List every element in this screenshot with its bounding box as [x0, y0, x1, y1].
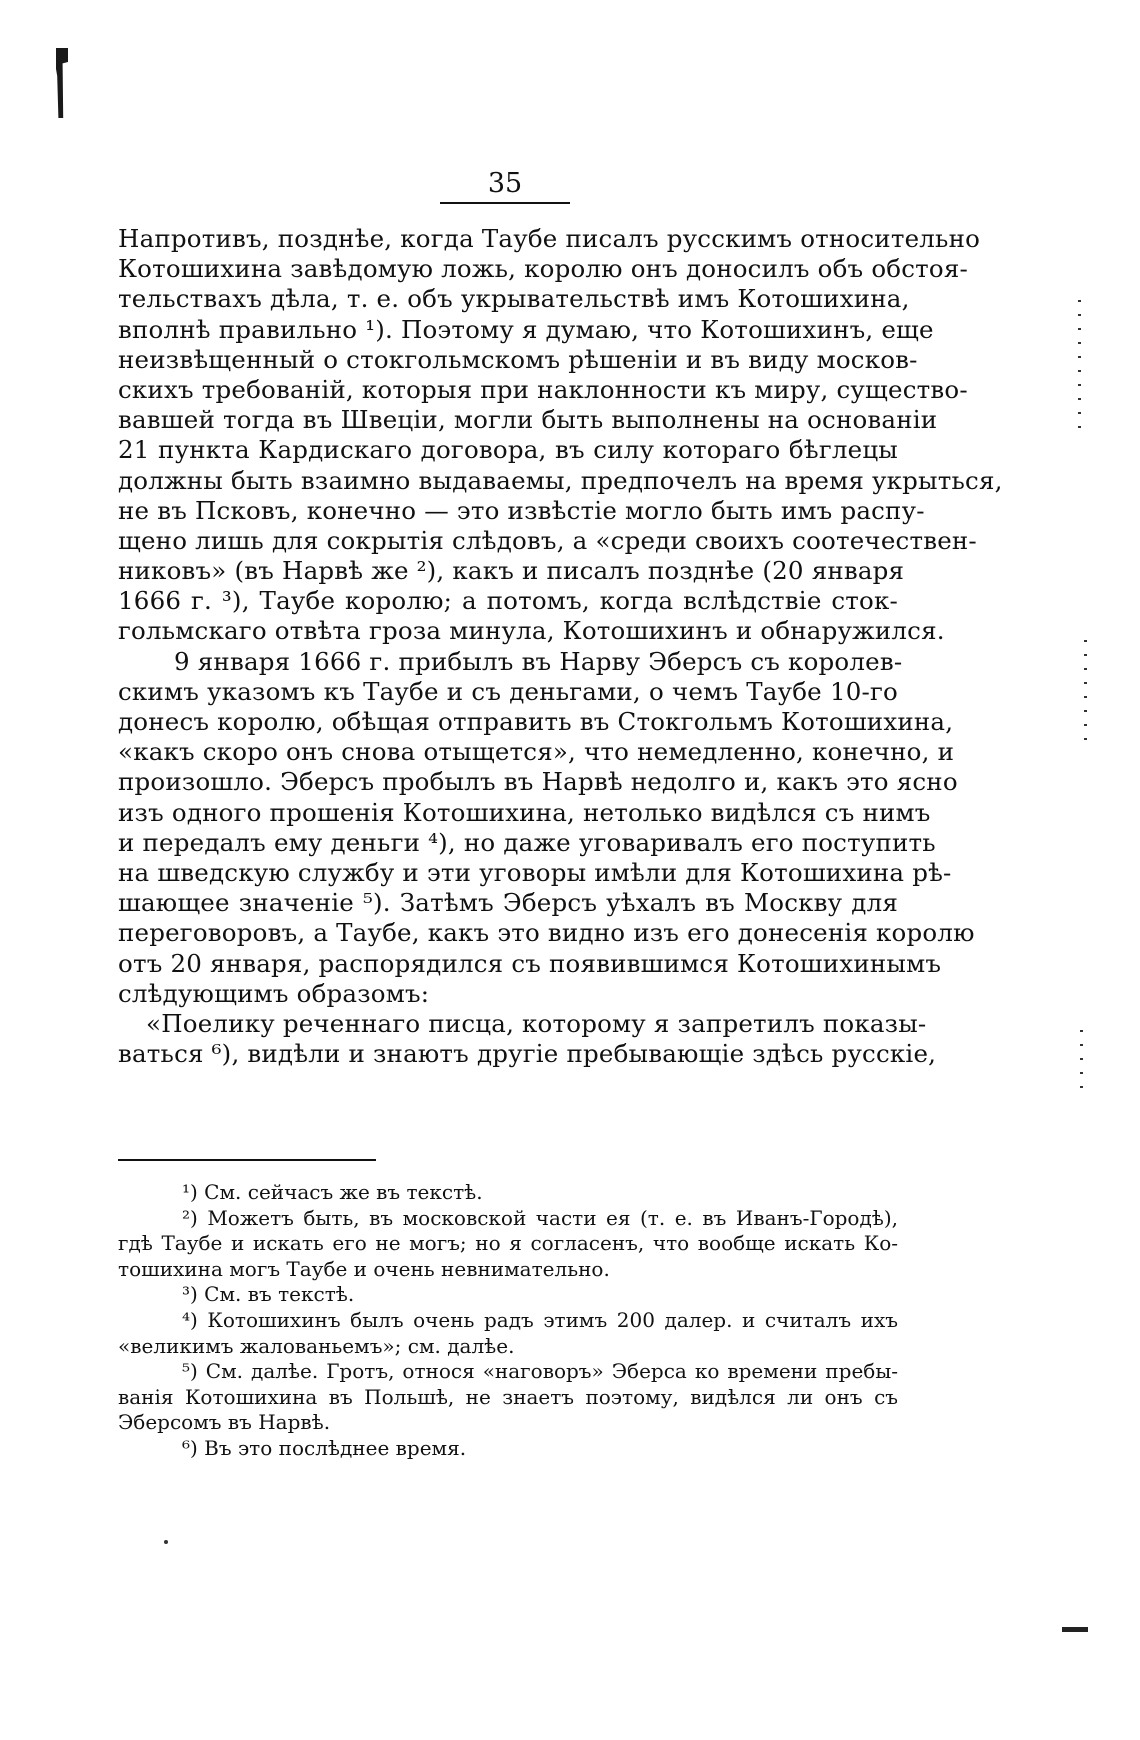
text-line: 9 января 1666 г. прибылъ въ Нарву Эберсъ съ королев- — [174, 646, 903, 676]
text-line: вполнѣ правильно ¹). Поэтому я думаю, что Котошихинъ, еще — [118, 314, 934, 344]
footnote-line: ¹) См. сейчасъ же въ текстѣ. — [182, 1180, 483, 1204]
text-line: скихъ требованій, которыя при наклонности къ миру, существо- — [118, 374, 968, 404]
scan-artifact-dots — [1084, 640, 1087, 750]
text-line: 1666 г. ³), Таубе королю; а потомъ, когда вслѣдствіе сток- — [118, 586, 898, 616]
footnote-line: ⁵) См. далѣе. Гротъ, относя «наговоръ» Эберса ко времени пребы- — [182, 1359, 898, 1384]
footnote-line: ²) Можетъ быть, въ московской части ея (т. е. въ Иванъ-Городѣ), — [182, 1205, 898, 1230]
footnote-line: ³) См. въ текстѣ. — [182, 1282, 355, 1307]
text-line: скимъ указомъ къ Таубе и съ деньгами, о чемъ Таубе 10-го — [118, 676, 898, 706]
footnote-rule — [118, 1159, 376, 1161]
text-line: гольмскаго отвѣта гроза минула, Котошихинъ и обнаружился. — [118, 616, 945, 646]
text-line: Напротивъ, позднѣе, когда Таубе писалъ русскимъ относительно — [118, 224, 981, 253]
footnote-line: ванія Котошихина въ Польшѣ, не знаетъ поэтому, видѣлся ли онъ съ — [118, 1384, 898, 1409]
text-line: должны быть взаимно выдаваемы, предпочелъ на время укрыться, — [118, 465, 1003, 495]
text-line: неизвѣщенный о стокгольмскомъ рѣшеніи и въ виду москов- — [118, 344, 918, 374]
text-line: донесъ королю, обѣщая отправить въ Стокгольмъ Котошихина, — [118, 707, 954, 736]
text-line: на шведскую службу и эти уговоры имѣли для Котошихина рѣ- — [118, 857, 952, 887]
footnotes — [118, 1180, 898, 1462]
scan-artifact-right — [1062, 1627, 1088, 1632]
text-line: переговоровъ, а Таубе, какъ это видно изъ его донесенія королю — [118, 918, 975, 948]
text-line: 21 пункта Кардискаго договора, въ силу котораго бѣглецы — [118, 435, 898, 465]
text-line: произошло. Эберсъ пробылъ въ Нарвѣ недолго и, какъ это ясно — [118, 767, 958, 797]
text-line: ваться ⁶), видѣли и знаютъ другіе пребывающіе здѣсь русскіе, — [118, 1039, 937, 1069]
scan-artifact-left — [56, 48, 68, 118]
text-line: отъ 20 января, распорядился съ появившимся Котошихинымъ — [118, 948, 942, 978]
text-line: щено лишь для сокрытія слѣдовъ, а «среди своихъ соотечествен- — [118, 525, 977, 555]
text-line: слѣдующимъ образомъ: — [118, 978, 430, 1008]
text-line: тельствахъ дѣла, т. е. объ укрывательствѣ имъ Котошихина, — [118, 284, 910, 314]
scan-artifact-dots — [1078, 300, 1081, 440]
footnote-line: тошихина могъ Таубе и очень невнимательно. — [118, 1256, 610, 1281]
scan-speck — [164, 1540, 168, 1544]
page-number: 35 — [487, 168, 523, 199]
body-text — [118, 224, 1003, 1069]
text-line: вавшей тогда въ Швеціи, могли быть выполнены на основаніи — [118, 405, 938, 435]
footnote-line: ⁴) Котошихинъ былъ очень радъ этимъ 200 далер. и считалъ ихъ — [182, 1307, 898, 1332]
text-line: Котошихина завѣдомую ложь, королю онъ доносилъ объ обстоя- — [118, 254, 968, 284]
scan-artifact-dots — [1080, 1030, 1083, 1090]
footnote-line: «великимъ жалованьемъ»; см. далѣе. — [118, 1333, 515, 1358]
text-line: и передалъ ему деньги ⁴), но даже уговаривалъ его поступить — [118, 827, 936, 857]
page-number-rule — [440, 202, 570, 204]
text-line: никовъ» (въ Нарвѣ же ²), какъ и писалъ позднѣе (20 января — [118, 556, 905, 586]
footnote-line: ⁶) Въ это послѣднее время. — [182, 1435, 467, 1460]
footnote-line: Эберсомъ въ Нарвѣ. — [118, 1410, 331, 1435]
text-line: «какъ скоро онъ снова отыщется», что немедленно, конечно, и — [118, 737, 955, 767]
text-line: не въ Псковъ, конечно — это извѣстіе могло быть имъ распу- — [118, 495, 925, 525]
footnote-line: гдѣ Таубе и искать его не могъ; но я согласенъ, что вообще искать Ко- — [118, 1231, 898, 1256]
text-line: «Поелику реченнаго писца, которому я запретилъ показы- — [146, 1008, 927, 1038]
text-line: шающее значеніе ⁵). Затѣмъ Эберсъ уѣхалъ въ Москву для — [118, 888, 898, 918]
text-line: изъ одного прошенія Котошихина, нетолько видѣлся съ нимъ — [118, 797, 931, 827]
